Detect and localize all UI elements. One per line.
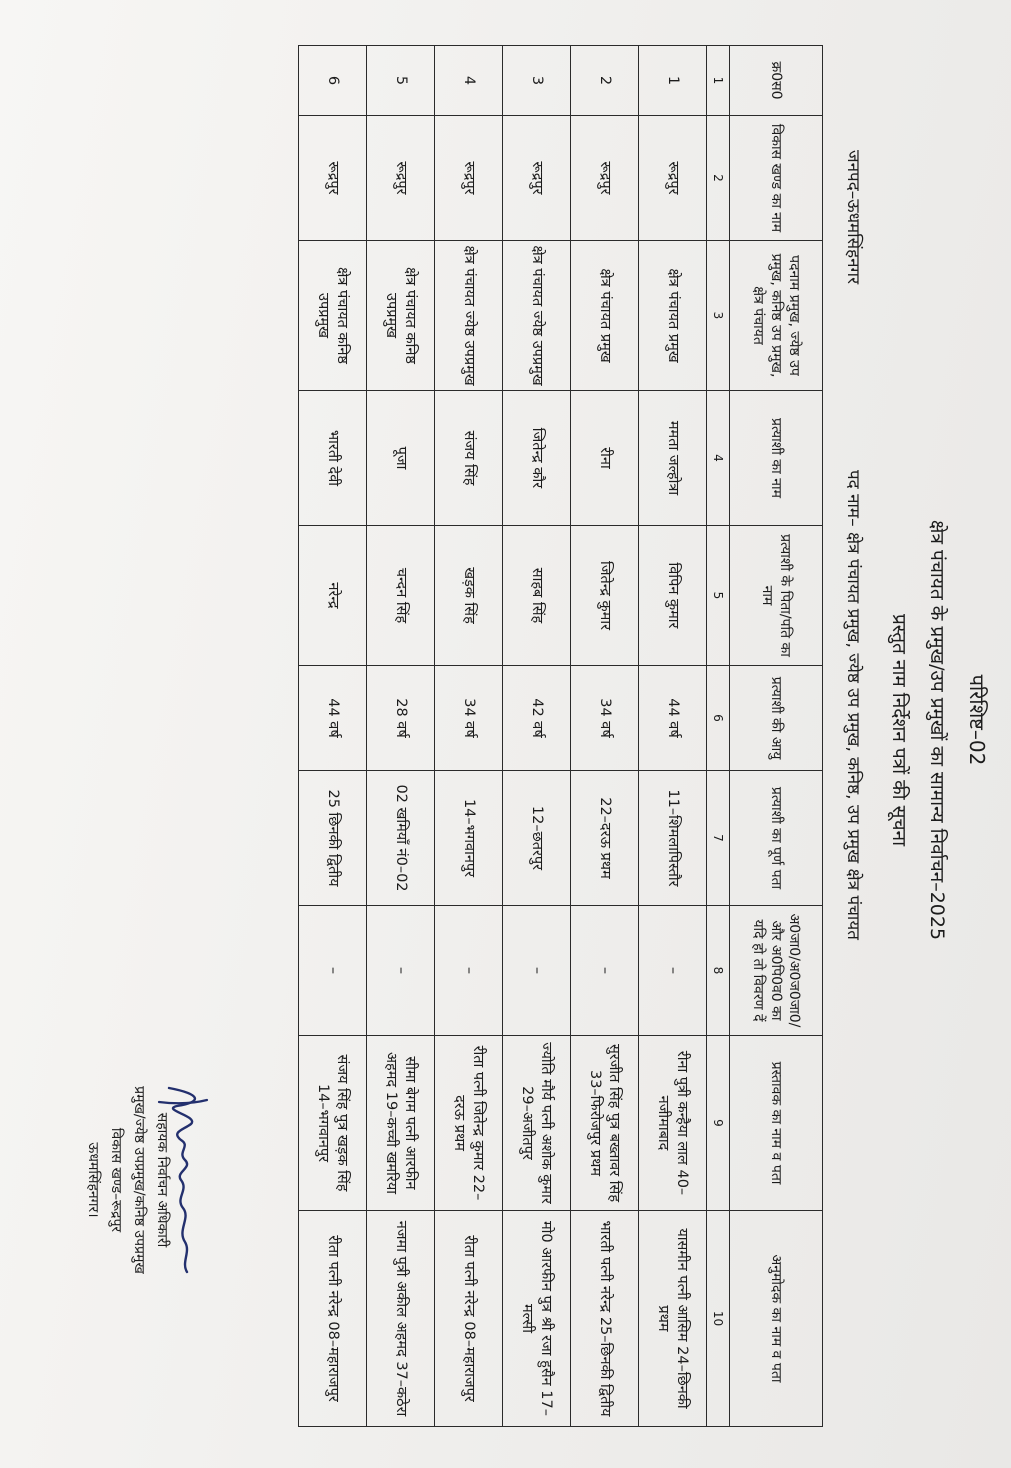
table-cell: जितेन्द्र कौर: [503, 391, 571, 526]
table-cell: 1: [639, 46, 707, 116]
column-number: 5: [707, 526, 730, 666]
table-row: [571, 46, 639, 1427]
table-cell: क्षेत्र पंचायत कनिष्ठ उपप्रमुख: [367, 241, 435, 391]
table-cell: 3: [503, 46, 571, 116]
table-cell: 12–छतरपुर: [503, 771, 571, 906]
column-number: 3: [707, 241, 730, 391]
table-cell: 22–दरऊ प्रथम: [571, 771, 639, 906]
table-cell: क्षेत्र पंचायत ज्येष्ठ उपप्रमुख: [435, 241, 503, 391]
column-header: क्र0स0: [730, 46, 823, 116]
table-row: [435, 46, 503, 1427]
table-cell: यासमीन पत्नी आसिम 24–छिनकी प्रथम: [639, 1211, 707, 1427]
document-subtitle: प्रस्तुत नाम निर्देशन पत्रों की सूचना: [888, 614, 910, 846]
signature-district: ऊधमसिंहनगर।: [85, 1142, 101, 1218]
table-cell: 42 वर्ष: [503, 666, 571, 771]
table-cell: जितेन्द्र कुमार: [571, 526, 639, 666]
table-cell: भारती देवी: [299, 391, 367, 526]
table-cell: रीता पत्नी नरेन्द्र 08–महाराजपुर: [435, 1211, 503, 1427]
column-number-row: [707, 46, 730, 1427]
table-cell: रूद्रपुर: [503, 116, 571, 241]
signature-block: [81, 1040, 173, 1320]
column-header: अ0जा0/अ0ज0जा0/और अ0पि0व0 का यदि हो तो विवरण दें: [730, 906, 823, 1036]
column-number: 4: [707, 391, 730, 526]
table-cell: 34 वर्ष: [571, 666, 639, 771]
post-names-label: पद नाम– क्षेत्र पंचायत प्रमुख, ज्येष्ठ उप प्रमुख, कनिष्ठ, उप प्रमुख क्षेत्र पंचायत: [843, 470, 863, 940]
table-cell: 6: [299, 46, 367, 116]
table-cell: क्षेत्र पंचायत प्रमुख: [571, 241, 639, 391]
table-cell: क्षेत्र पंचायत कनिष्ठ उपप्रमुख: [299, 241, 367, 391]
signature-designation: सहायक निर्वाचन अधिकारी: [154, 1112, 170, 1248]
column-number: 1: [707, 46, 730, 116]
table-cell: विपिन कुमार: [639, 526, 707, 666]
nomination-table: [298, 45, 823, 1427]
table-cell: संजय सिंह: [435, 391, 503, 526]
table-cell: पूजा: [367, 391, 435, 526]
column-header: अनुमोदक का नाम व पता: [730, 1211, 823, 1427]
table-cell: 34 वर्ष: [435, 666, 503, 771]
table-cell: 28 वर्ष: [367, 666, 435, 771]
table-cell: ममता जल्होत्रा: [639, 391, 707, 526]
table-cell: –: [435, 906, 503, 1036]
table-cell: रीता पत्नी नरेन्द्र 08–महाराजपुर: [299, 1211, 367, 1427]
table-cell: रीता पत्नी जितेन्द्र कुमार 22–दरऊ प्रथम: [435, 1036, 503, 1211]
table-cell: भारती पत्नी नरेन्द्र 25–छिनकी द्वितीय: [571, 1211, 639, 1427]
signature-post: प्रमुख/ज्येष्ठ उपप्रमुख/कनिष्ठ उपप्रमुख: [131, 1086, 147, 1274]
table-cell: –: [299, 906, 367, 1036]
table-cell: –: [367, 906, 435, 1036]
table-cell: 44 वर्ष: [639, 666, 707, 771]
column-number: 6: [707, 666, 730, 771]
district-label: जनपद–ऊधमसिंहनगर: [843, 150, 863, 285]
table-cell: रीना पुत्री कन्हैया लाल 40–नजीमाबाद: [639, 1036, 707, 1211]
column-header: प्रत्याशी की आयु: [730, 666, 823, 771]
column-header: विकास खण्ड का नाम: [730, 116, 823, 241]
column-number: 7: [707, 771, 730, 906]
table-row: [639, 46, 707, 1427]
table-cell: 14–भगवानपुर: [435, 771, 503, 906]
table-cell: सीमा बेगम पत्नी आरफीन अहमद 19–कच्ची खमरिया: [367, 1036, 435, 1211]
table-cell: मो0 आरफीन पुत्र श्री रजा हुसैन 17–मल्सी: [503, 1211, 571, 1427]
column-number: 8: [707, 906, 730, 1036]
table-cell: 11–शिमलापिस्तौर: [639, 771, 707, 906]
table-cell: 4: [435, 46, 503, 116]
table-row: [299, 46, 367, 1427]
table-row: [367, 46, 435, 1427]
column-number: 10: [707, 1211, 730, 1427]
signature-block-name: विकास खण्ड–रूद्रपुर: [108, 1127, 124, 1233]
table-cell: –: [503, 906, 571, 1036]
column-header: प्रस्तावक का नाम व पता: [730, 1036, 823, 1211]
appendix-label: परिशिष्ट–02: [965, 674, 989, 766]
table-cell: नरेन्द्र: [299, 526, 367, 666]
table-cell: 25 छिनकी द्वितीय: [299, 771, 367, 906]
table-cell: रूद्रपुर: [299, 116, 367, 241]
document-title: क्षेत्र पंचायत के प्रमुख/उप प्रमुखों का सामान्य निर्वाचन–2025: [926, 519, 948, 941]
table-cell: 2: [571, 46, 639, 116]
table-cell: 5: [367, 46, 435, 116]
table-row: [503, 46, 571, 1427]
table-cell: चन्दन सिंह: [367, 526, 435, 666]
table-cell: रूद्रपुर: [435, 116, 503, 241]
table-header-row: [730, 46, 823, 1427]
column-number: 9: [707, 1036, 730, 1211]
column-number: 2: [707, 116, 730, 241]
table-cell: संजय सिंह पुत्र खड़क सिंह 14–भगवानपुर: [299, 1036, 367, 1211]
table-cell: साहब सिंह: [503, 526, 571, 666]
table-cell: क्षेत्र पंचायत प्रमुख: [639, 241, 707, 391]
table-cell: नजमा पुत्री अकील अहमद 37–कठेरा: [367, 1211, 435, 1427]
column-header: प्रत्याशी का पूर्ण पता: [730, 771, 823, 906]
table-cell: 44 वर्ष: [299, 666, 367, 771]
table-cell: रूद्रपुर: [367, 116, 435, 241]
table-cell: रीना: [571, 391, 639, 526]
table-cell: सुरजीत सिंह पुत्र बख्तावर सिंह 33–फिरोजपुर प्रथम: [571, 1036, 639, 1211]
table-cell: रूद्रपुर: [571, 116, 639, 241]
table-cell: –: [639, 906, 707, 1036]
table-cell: रूद्रपुर: [639, 116, 707, 241]
column-header: पदनाम प्रमुख, ज्येष्ठ उप प्रमुख, कनिष्ठ उप प्रमुख, क्षेत्र पंचायत: [730, 241, 823, 391]
column-header: प्रत्याशी का नाम: [730, 391, 823, 526]
table-cell: ज्योति मौर्य पत्नी अशोक कुमार 29–अजीतपुर: [503, 1036, 571, 1211]
table-cell: क्षेत्र पंचायत ज्येष्ठ उपप्रमुख: [503, 241, 571, 391]
column-header: प्रत्याशी के पिता/पति का नाम: [730, 526, 823, 666]
table-cell: –: [571, 906, 639, 1036]
table-cell: खड़क सिंह: [435, 526, 503, 666]
table-cell: 02 खमियाँ नं0–02: [367, 771, 435, 906]
